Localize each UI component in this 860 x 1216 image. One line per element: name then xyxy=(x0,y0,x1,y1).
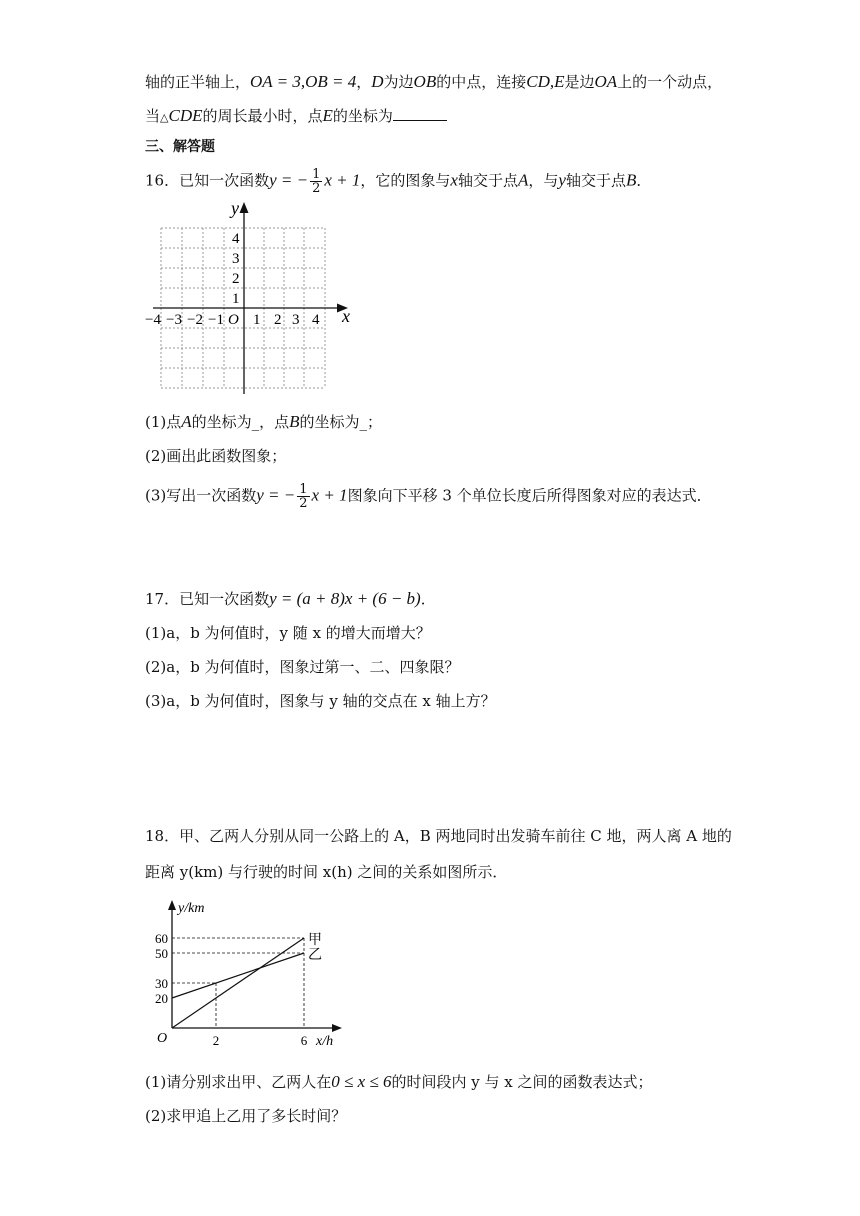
x-tick-label: −1 xyxy=(208,312,224,328)
x-tick-label: 4 xyxy=(312,312,320,328)
y-tick-label: 30 xyxy=(155,976,168,991)
y-tick-label: 4 xyxy=(232,231,240,247)
x-tick-label: −3 xyxy=(166,312,182,328)
q17-part-1: (1)a，b 为何值时，y 随 x 的增大而增大？ xyxy=(145,624,431,642)
y-tick-label: 60 xyxy=(155,931,168,946)
x-axis-label: x/h xyxy=(316,1034,334,1049)
q17-part-2: (2)a，b 为何值时，图象过第一、二、四象限？ xyxy=(145,658,460,676)
y-axis-label: y/km xyxy=(178,901,205,916)
q18-part-2: (2)求甲追上乙用了多长时间？ xyxy=(145,1107,347,1125)
x-tick-label: 2 xyxy=(212,1033,220,1048)
q18-part-1: (1)请分别求出甲、乙两人在0 ≤ x ≤ 6的时间段内 y 与 x 之间的函数表达式； xyxy=(145,1072,653,1091)
x-tick-label: 1 xyxy=(253,312,261,328)
y-axis-arrow-icon xyxy=(168,900,176,910)
y-tick-label: 2 xyxy=(232,271,240,287)
x-tick-label: 2 xyxy=(274,312,282,328)
fraction: $\frac{1}{2}$ xyxy=(299,482,308,511)
q18-stem-line-1: 18．甲、乙两人分别从同一公路上的 A，B 两地同时出发骑车前往 C 地，两人离 A 地的 xyxy=(145,827,732,845)
series-label: 甲 xyxy=(308,933,322,948)
q18-distance-time-chart xyxy=(140,892,350,1052)
q16-part-1: (1)点A的坐标为_，点B的坐标为_； xyxy=(145,412,383,431)
q15-continuation-line-2: 当△CDE的周长最小时，点E的坐标为 xyxy=(145,106,447,128)
chart-axes xyxy=(172,908,336,1028)
y-tick-label: 3 xyxy=(232,251,240,267)
q16-part-2: (2)画出此函数图象； xyxy=(145,447,287,465)
y-tick-label: 50 xyxy=(155,946,168,961)
y-axis-label: y xyxy=(231,198,239,218)
x-tick-label: −4 xyxy=(145,312,161,328)
x-axis-arrow-icon xyxy=(332,1024,342,1032)
y-tick-label: 20 xyxy=(155,991,168,1006)
q16-stem: 16．已知一次函数y = − $\frac{1}{2}$ x + 1，它的图象与x轴交于点A，与y轴交于点B． xyxy=(145,167,652,196)
q17-stem: 17．已知一次函数y = (a + 8)x + (6 − b)． xyxy=(145,589,436,608)
x-tick-label: 6 xyxy=(300,1033,308,1048)
series-line-2 xyxy=(172,953,304,998)
x-tick-label: 3 xyxy=(292,312,300,328)
x-tick-label: −2 xyxy=(187,312,203,328)
axes xyxy=(153,210,342,394)
x-axis-label: x xyxy=(342,306,350,326)
q16-coordinate-grid xyxy=(140,196,362,396)
origin-label: O xyxy=(228,312,239,328)
y-tick-label: 1 xyxy=(232,291,240,307)
q17-part-3: (3)a，b 为何值时，图象与 y 轴的交点在 x 轴上方？ xyxy=(145,692,496,710)
series-line-1 xyxy=(172,938,304,1028)
section-heading: 三、解答题 xyxy=(145,139,215,155)
fraction: $\frac{1}{2}$ xyxy=(312,167,321,196)
y-axis-arrow-icon xyxy=(240,202,249,213)
q16-part-3: (3)写出一次函数y = − $\frac{1}{2}$ x + 1图象向下平移 3 个单位长度后所得图象对应的表达式． xyxy=(145,482,712,511)
origin-label: O xyxy=(157,1031,168,1046)
q18-stem-line-2: 距离 y(km) 与行驶的时间 x(h) 之间的关系如图所示． xyxy=(145,863,508,881)
answer-blank xyxy=(393,106,447,121)
q15-continuation-line-1: 轴的正半轴上，OA = 3,OB = 4，D为边OB的中点，连接CD,E是边OA上的一个动点， xyxy=(145,72,723,91)
series-label: 乙 xyxy=(308,948,322,963)
